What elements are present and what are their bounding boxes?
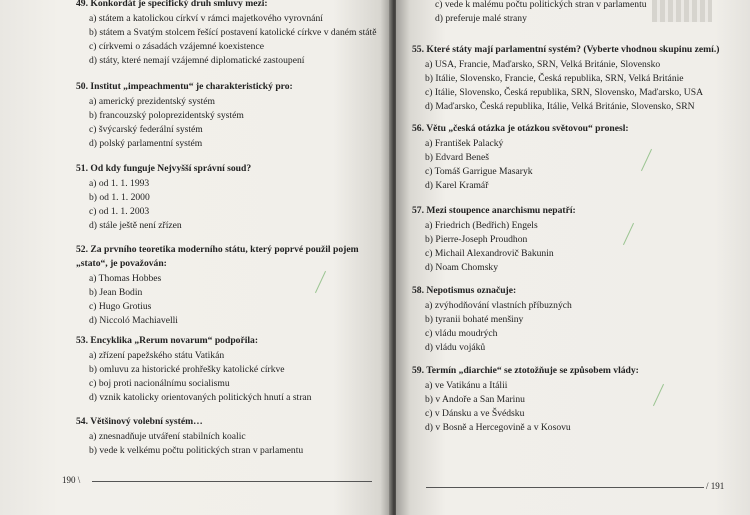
answer-option: b) francouzský poloprezidentský systém (89, 110, 244, 122)
answer-option: a) znesnadňuje utváření stabilních koalic (89, 431, 246, 443)
question-text: 53. Encyklika „Rerum novarum“ podpořila: (76, 335, 259, 346)
answer-option: d) Karel Kramář (425, 180, 489, 192)
answer-option: d) Niccoló Machiavelli (89, 315, 178, 327)
page-number-right: / 191 (706, 481, 725, 491)
answer-option: c) v Dánsku a ve Švédsku (425, 408, 525, 420)
answer-option: d) vznik katolicky orientovaných politických hnutí a stran (89, 392, 312, 404)
answer-option: b) vede k velkému počtu politických stran v parlamentu (89, 445, 304, 457)
answer-option: b) omluvu za historické prohřešky katolické církve (89, 364, 285, 376)
answer-option: c) Michail Alexandrovič Bakunin (425, 248, 554, 260)
answer-option: c) vede k malému počtu politických stran v parlamentu (435, 0, 647, 10)
answer-option: c) od 1. 1. 2003 (89, 206, 150, 218)
answer-option: b) v Andoře a San Marinu (425, 394, 525, 406)
answer-option: c) církvemi o zásadách vzájemné koexistence (89, 41, 264, 53)
answer-option: a) zřízení papežského státu Vatikán (89, 350, 225, 362)
answer-option: b) Jean Bodin (89, 287, 143, 299)
answer-option: c) Hugo Grotius (89, 301, 152, 313)
footer-rule (426, 487, 704, 488)
page-number-left: 190 \ (62, 475, 81, 485)
question-text: 57. Mezi stoupence anarchismu nepatří: (412, 205, 576, 216)
question-58 (412, 284, 732, 355)
question-53 (76, 334, 386, 405)
question-50 (76, 80, 386, 151)
answer-option: b) od 1. 1. 2000 (89, 192, 150, 204)
question-text: 51. Od kdy funguje Nejvyšší správní soud? (76, 163, 252, 174)
answer-option: c) švýcarský federální systém (89, 124, 203, 136)
answer-option: b) Itálie, Slovensko, Francie, Česká republika, SRN, Velká Británie (425, 73, 684, 85)
question-57 (412, 204, 732, 275)
question-59 (412, 364, 732, 435)
answer-option: d) polský parlamentní systém (89, 138, 203, 150)
answer-option: d) Maďarsko, Česká republika, Itálie, Velká Británie, Slovensko, SRN (425, 101, 695, 113)
answer-option: c) Itálie, Slovensko, Česká republika, SRN, Slovensko, Maďarsko, USA (425, 87, 703, 99)
answer-option: b) státem a Svatým stolcem řešící postavení katolické církve v daném státě (89, 27, 377, 39)
answer-option: a) zvýhodňování vlastních příbuzných (425, 300, 572, 312)
answer-option: b) tyranii bohaté menšiny (425, 314, 524, 326)
answer-option: d) státy, které nemají vzájemné diplomatické zastoupení (89, 55, 305, 67)
question-49 (76, 0, 386, 68)
question-56 (412, 122, 732, 193)
right-page (396, 0, 750, 515)
answer-option: d) stále ještě není zřízen (89, 220, 182, 232)
question-text: 49. Konkordát je specifický druh smluvy mezi: (76, 0, 268, 9)
question-text: 52. Za prvního teoretika moderního státu, který poprvé použil pojem „stato“, je považován: (76, 244, 359, 270)
answer-option: d) preferuje malé strany (435, 13, 527, 25)
answer-option: a) státem a katolickou církví v rámci majetkového vyrovnání (89, 13, 323, 25)
question-text: 58. Nepotismus označuje: (412, 285, 517, 296)
question-54 (76, 415, 386, 458)
footer-rule (92, 481, 372, 482)
answer-option: a) Friedrich (Bedřich) Engels (425, 220, 538, 232)
answer-option: b) Edvard Beneš (425, 152, 489, 164)
question-51 (76, 162, 386, 233)
answer-option: d) Noam Chomsky (425, 262, 499, 274)
question-text: 50. Institut „impeachmentu“ je charakteristický pro: (76, 81, 293, 92)
question-52 (76, 243, 376, 329)
answer-option: d) vládu vojáků (425, 342, 486, 354)
answer-option: a) USA, Francie, Maďarsko, SRN, Velká Británie, Slovensko (425, 59, 661, 71)
question-54-continued (422, 0, 722, 26)
answer-option: a) americký prezidentský systém (89, 96, 216, 108)
answer-option: a) Thomas Hobbes (89, 273, 162, 285)
answer-option: a) od 1. 1. 1993 (89, 178, 150, 190)
question-text: 59. Termín „diarchie“ se ztotožňuje se způsobem vlády: (412, 365, 639, 376)
question-text: 56. Větu „česká otázka je otázkou světovou“ pronesl: (412, 123, 629, 134)
answer-option: c) Tomáš Garrigue Masaryk (425, 166, 533, 178)
answer-option: c) boj proti nacionálnímu socialismu (89, 378, 230, 390)
answer-option: b) Pierre-Joseph Proudhon (425, 234, 528, 246)
question-text: 55. Které státy mají parlamentní systém? (Vyberte vhodnou skupinu zemí.) (412, 44, 720, 55)
question-55 (412, 43, 742, 114)
answer-option: d) v Bosně a Hercegovině a v Kosovu (425, 422, 571, 434)
answer-option: a) František Palacký (425, 138, 504, 150)
answer-option: a) ve Vatikánu a Itálii (425, 380, 508, 392)
answer-option: c) vládu moudrých (425, 328, 498, 340)
question-text: 54. Většinový volební systém… (76, 416, 203, 427)
